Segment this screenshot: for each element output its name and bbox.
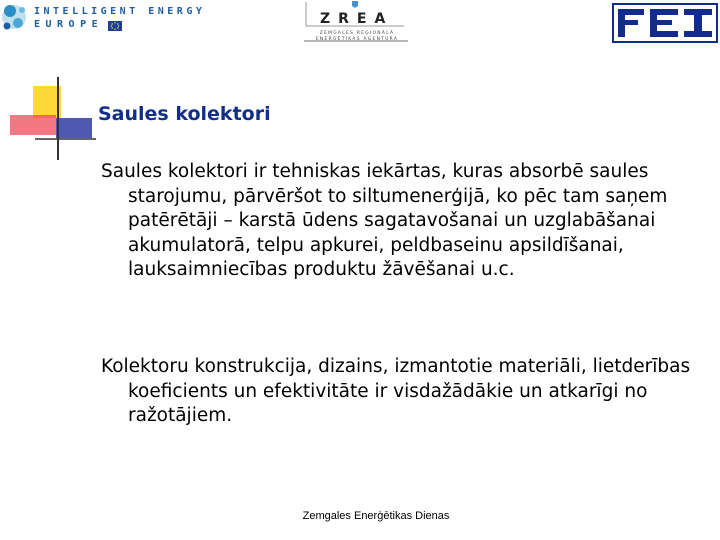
slide-footer: Zemgales Enerģētikas Dienas (302, 510, 450, 522)
zrea-subtitle-line-2: ENERĢĒTIKAS AĢENTŪRA (315, 37, 399, 42)
slide-title: Saules kolektori (98, 103, 271, 125)
eu-flag-icon (108, 21, 122, 31)
decorative-squares (0, 75, 110, 170)
zrea-subtitle-line-1: ZEMGALES REĢIONĀLĀ (319, 31, 395, 36)
fei-logo-icon (612, 3, 718, 43)
body-paragraph-2: Kolektoru konstrukcija, dizains, izmantotie materiāli, lietderības koeficients un efektivitāte ir visdažādākie un atkarīgi no ražotājiem. (101, 356, 691, 426)
body-paragraph-1: Saules kolektori ir tehniskas iekārtas, kuras absorbē saules starojumu, pārvēršot to siltumenerģijā, ko pēc tam saņem patērētāji – karstā ūdens sagatavošanai un uzglabāšanai akumulatorā, telpu apkurei, peldbaseinu apsildīšanai, lauksaimniecības produktu žāvēšanai u.c. (101, 161, 668, 280)
decorative-squares-graphic (0, 75, 110, 170)
zrea-letters: ZREA (320, 11, 394, 27)
iee-line-2: EUROPE (34, 19, 104, 30)
iee-line-1: INTELLIGENT ENERGY (34, 6, 206, 17)
fei-logo (612, 3, 718, 43)
zrea-subtitle (304, 31, 410, 43)
intelligent-energy-europe-logo (0, 0, 206, 38)
iee-swirl-icon (0, 1, 32, 37)
zrea-logo (300, 0, 412, 46)
